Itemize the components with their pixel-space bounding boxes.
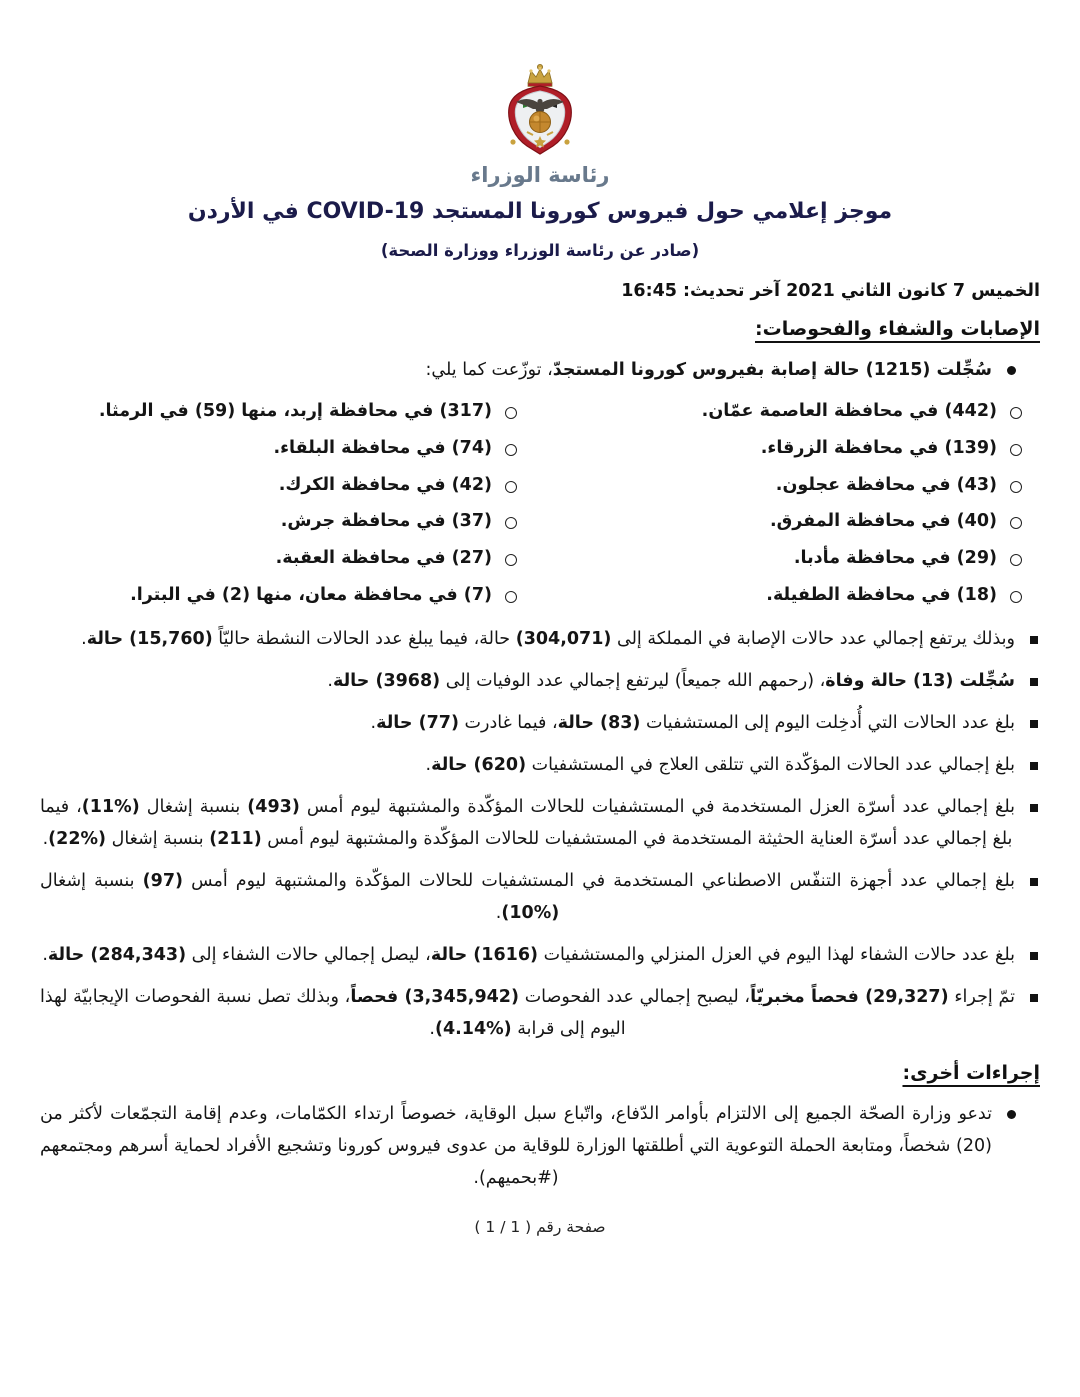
governorate-item <box>545 471 1040 501</box>
bullet-ring-icon <box>505 591 517 603</box>
logo-caption: رئاسة الوزراء <box>470 163 610 187</box>
page-number: صفحة رقم ( 1 / 1 ) <box>474 1217 606 1236</box>
section-heading-cases: الإصابات والشفاء والفحوصات: <box>755 318 1040 340</box>
governorate-item <box>40 434 535 464</box>
bullet-ring-icon <box>505 517 517 529</box>
section-other-measures <box>40 1062 1040 1194</box>
page-subtitle: (صادر عن رئاسة الوزراء ووزارة الصحة) <box>380 241 700 260</box>
governorate-item <box>40 471 535 501</box>
statistics-list <box>40 623 1040 1045</box>
bullet-dot-icon <box>1007 366 1016 375</box>
stat-deaths <box>40 665 1040 697</box>
bullet-ring-icon <box>1010 554 1022 566</box>
bullet-square-icon <box>1030 636 1038 644</box>
bullet-ring-icon <box>1010 407 1022 419</box>
stat-lab-tests <box>40 981 1040 1045</box>
section-cases-recoveries-tests <box>40 318 1040 1045</box>
governorate-text: (18) في محافظة الطفيلة. <box>766 584 997 605</box>
stat-isolation-beds <box>40 791 1040 855</box>
governorate-item <box>40 581 535 611</box>
governorate-item <box>545 434 1040 464</box>
governorate-text: (7) في محافظة معان، منها (2) في البترا. <box>130 584 492 605</box>
bullet-ring-icon <box>505 407 517 419</box>
health-ministry-call <box>40 1098 1040 1194</box>
governorate-text: (317) في محافظة إربد، منها (59) في الرمثا. <box>98 401 492 422</box>
stat-text: بلغ عدد الحالات التي أُدخِلت اليوم إلى المستشفيات (83) حالة، فيما غادرت (77) حالة. <box>370 712 1015 733</box>
bullet-square-icon <box>1030 952 1038 960</box>
governorate-text: (27) في محافظة العقبة. <box>275 548 492 569</box>
governorate-item <box>545 507 1040 537</box>
bullet-square-icon <box>1030 720 1038 728</box>
bullet-square-icon <box>1030 804 1038 812</box>
governorate-text: (40) في محافظة المفرق. <box>769 511 997 532</box>
bullet-square-icon <box>1030 878 1038 886</box>
document-header <box>40 62 1040 187</box>
governorate-text: (139) في محافظة الزرقاء. <box>760 437 997 458</box>
section-heading-other: إجراءات أخرى: <box>902 1061 1040 1084</box>
bullet-dot-icon <box>1007 1110 1016 1119</box>
health-ministry-call-text: تدعو وزارة الصحّة الجميع إلى الالتزام بأوامر الدّفاع، واتّباع سبل الوقاية، خصوصاً ارتداء الكمّامات، وعدم إقامة التجمّعات لأكثر من (20) شخصاً، ومتابعة الحملة التوعوية التي أطلقتها الوزارة للوقاية من عدوى فيروس كورونا وتشجيع الأفراد لحماية أسرهم ومجتمعهم (#بحميهم). <box>40 1103 992 1188</box>
stat-text: بلغ إجمالي عدد أسرّة العزل المستخدمة في المستشفيات للحالات المؤكّدة والمشتبهة ليوم أمس (493) بنسبة إشغال (%11)، فيما بلغ إجمالي عدد أسرّة العناية الحثيثة المستخدمة في المستشفيات للحالات المؤكّدة والمشتبهة ليوم أمس (211) بنسبة إشغال (%22). <box>40 796 1015 849</box>
governorate-item <box>40 507 535 537</box>
governorate-text: (442) في محافظة العاصمة عمّان. <box>701 401 997 422</box>
bullet-square-icon <box>1030 762 1038 770</box>
stat-total-cases <box>40 623 1040 655</box>
bullet-ring-icon <box>505 554 517 566</box>
governorate-item <box>40 544 535 574</box>
stat-text: بلغ إجمالي عدد أجهزة التنفّس الاصطناعي المستخدمة في المستشفيات للحالات المؤكّدة والمشتبهة ليوم أمس (97) بنسبة إشغال (%10). <box>40 870 1016 923</box>
stat-hospital-admissions <box>40 707 1040 739</box>
bullet-ring-icon <box>1010 481 1022 493</box>
date-line: الخميس 7 كانون الثاني 2021 آخر تحديث: 16:45 <box>621 281 1040 301</box>
stat-text: بلغ عدد حالات الشفاء لهذا اليوم في العزل المنزلي والمستشفيات (1616) حالة، ليصل إجمالي حالات الشفاء إلى (284,343) حالة. <box>42 944 1015 965</box>
stat-ventilators <box>40 865 1040 929</box>
governorate-text: (42) في محافظة الكرك. <box>278 474 492 495</box>
bullet-square-icon <box>1030 678 1038 686</box>
governorate-text: (37) في محافظة جرش. <box>280 511 492 532</box>
governorates-list <box>40 390 1040 611</box>
governorate-item <box>545 397 1040 427</box>
jordan-crest-icon <box>483 62 597 160</box>
governorate-text: (29) في محافظة مأدبا. <box>793 548 997 569</box>
stat-hospitalized-confirmed <box>40 749 1040 781</box>
governorate-item <box>545 581 1040 611</box>
stat-text: بلغ إجمالي عدد الحالات المؤكّدة التي تتلقى العلاج في المستشفيات (620) حالة. <box>425 754 1015 775</box>
new-cases-intro <box>40 354 1040 386</box>
stat-text: سُجِّلت (13) حالة وفاة، (رحمهم الله جميعاً) ليرتفع إجمالي عدد الوفيات إلى (3968) حالة. <box>327 670 1015 691</box>
bullet-ring-icon <box>505 444 517 456</box>
governorate-text: (43) في محافظة عجلون. <box>775 474 997 495</box>
governorate-item <box>545 544 1040 574</box>
page-title: موجز إعلامي حول فيروس كورونا المستجد COVID-19 في الأردن <box>187 199 893 224</box>
bullet-square-icon <box>1030 994 1038 1002</box>
governorate-item <box>40 397 535 427</box>
bullet-ring-icon <box>505 481 517 493</box>
stat-text: وبذلك يرتفع إجمالي عدد حالات الإصابة في المملكة إلى (304,071) حالة، فيما يبلغ عدد الحالات النشطة حاليّاً (15,760) حالة. <box>81 628 1015 649</box>
bullet-ring-icon <box>1010 444 1022 456</box>
stat-recoveries <box>40 939 1040 971</box>
bullet-ring-icon <box>1010 591 1022 603</box>
new-cases-intro-text: سُجِّلت (1215) حالة إصابة بفيروس كورونا المستجدّ، توزّعت كما يلي: <box>425 360 992 380</box>
bullet-ring-icon <box>1010 517 1022 529</box>
governorate-text: (74) في محافظة البلقاء. <box>273 437 492 458</box>
stat-text: تمّ إجراء (29,327) فحصاً مخبريّاً، ليصبح إجمالي عدد الفحوصات (3,345,942) فحصاً، وبذلك تصل نسبة الفحوصات الإيجابيّة لهذا اليوم إلى قرابة (%4.14). <box>40 986 1015 1039</box>
